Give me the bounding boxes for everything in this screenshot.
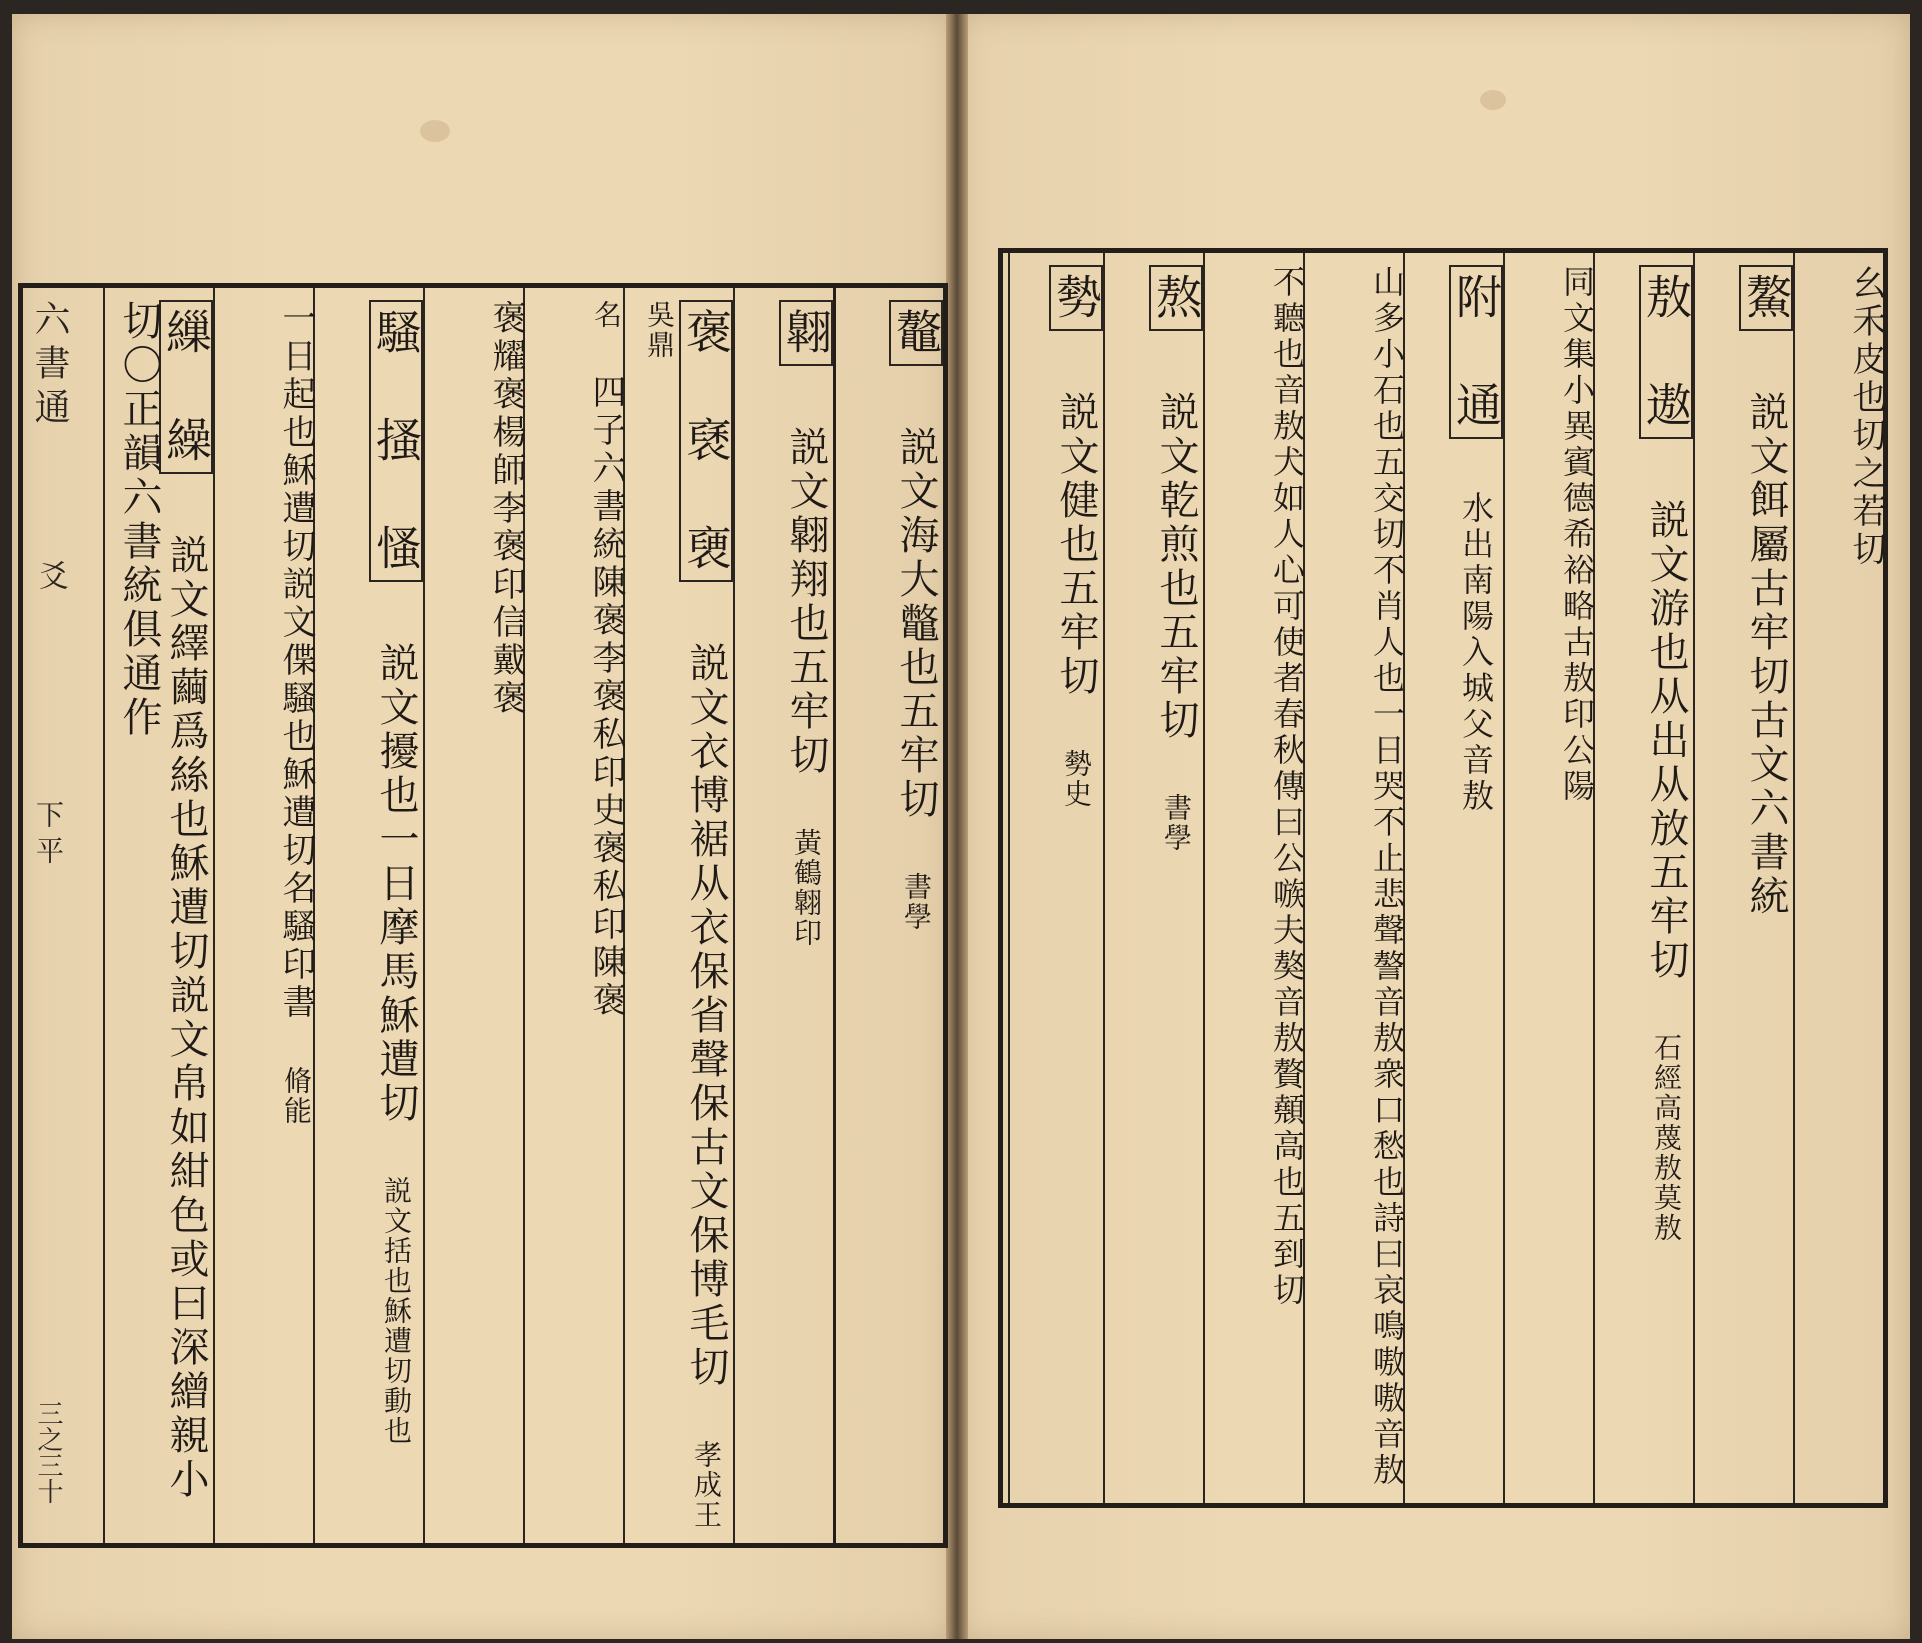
column-3 [1593,253,1693,1503]
column-text: 説文健也五牢切 [1053,391,1099,699]
column-text: 説文餌屬古牢切古文六書統 [1743,391,1789,919]
headword-box: 鰲 [1739,265,1793,331]
column-4 [1503,253,1596,1503]
column-text: 説文擾也一日摩馬穌遭切 [373,642,419,1126]
column-note: 名 [590,300,623,330]
headword-box: 騷 搔 慅 [369,300,423,582]
column-8 [1103,253,1203,1503]
headword-box: 熬 [1149,265,1203,331]
column-text: 説文游也从出从放五牢切 [1643,499,1689,983]
column-1 [1793,253,1886,1503]
column-text: 山多小石也五交切不肖人也一日哭不止悲聲謷音敖衆口愁也詩曰哀鳴嗷嗷音敖 [1368,265,1406,1489]
left-text-frame [18,283,948,1548]
column-text: 説文海大鼈也五牢切 [893,426,939,822]
column-4 [523,288,626,1543]
column-7 [1203,253,1306,1503]
column-1 [833,288,943,1543]
column-text: 水出南陽入城父音敖 [1457,491,1495,815]
column-7 [213,288,316,1543]
column-9 [1008,253,1103,1503]
column-note: 石經高蔑敖莫敖 [1650,1033,1683,1243]
column-3 [623,288,733,1543]
column-text: 褒耀褒楊師李褒印信戴褒 [486,300,526,718]
column-text: 説文乾煎也五牢切 [1153,391,1199,743]
headword-box: 翺 [779,300,833,366]
paper-stain [1480,90,1506,110]
column-note: 説文括也穌遭切動也 [380,1176,413,1446]
headword-box: 勢 [1049,265,1103,331]
column-note: 書學 [1160,793,1193,853]
paper-stain [420,120,450,142]
column-6 [313,288,423,1543]
headword-box: 附 通 [1449,265,1503,439]
column-5 [423,288,526,1543]
headword-box: 繅 繰 [159,300,213,474]
tone-marker: 下平 [32,800,65,872]
column-note: 黃鶴翺印 [790,828,823,948]
column-note: 孝成王吳鼎 [643,300,723,1530]
column-8 [103,288,213,1543]
column-6 [1303,253,1406,1503]
column-note: 脩能 [280,1066,313,1126]
column-2 [733,288,833,1543]
headword-box: 鼇 [889,300,943,366]
book-title: 六書通 [29,300,70,432]
column-text: 同文集小異賓德希裕略古敖印公陽 [1558,265,1596,805]
column-text: 四子六書統陳褒李褒私印史褒私印陳褒 [586,374,626,1020]
book-gutter [946,14,968,1639]
column-5 [1403,253,1503,1503]
column-text: 不聽也音敖犬如人心可使者春秋傳曰公嗾夫獒音敖贅顤高也五到切 [1268,265,1306,1309]
column-text: 説文繹繭爲絲也穌遭切説文帛如紺色或曰深繒親小切〇正韻六書統俱通作 [116,300,209,1502]
column-text: 説文翺翔也五牢切 [783,426,829,778]
column-text: 一日起也穌遭切説文偞騷也穌遭切名騷印書 [276,300,316,1022]
column-note: 勢史 [1060,749,1093,809]
headword-box: 褒 褎 褏 [679,300,733,582]
column-note: 書學 [900,872,933,932]
folio-number: 三之三十 [33,1400,63,1504]
column-text: 幺禾皮也切之若切 [1846,265,1886,569]
headword-box: 敖 遨 [1639,265,1693,439]
right-text-frame [998,248,1888,1508]
rhyme-marker: 爻 [33,560,68,598]
column-text: 説文衣博裾从衣保省聲保古文保博毛切 [683,642,729,1390]
column-2 [1693,253,1793,1503]
